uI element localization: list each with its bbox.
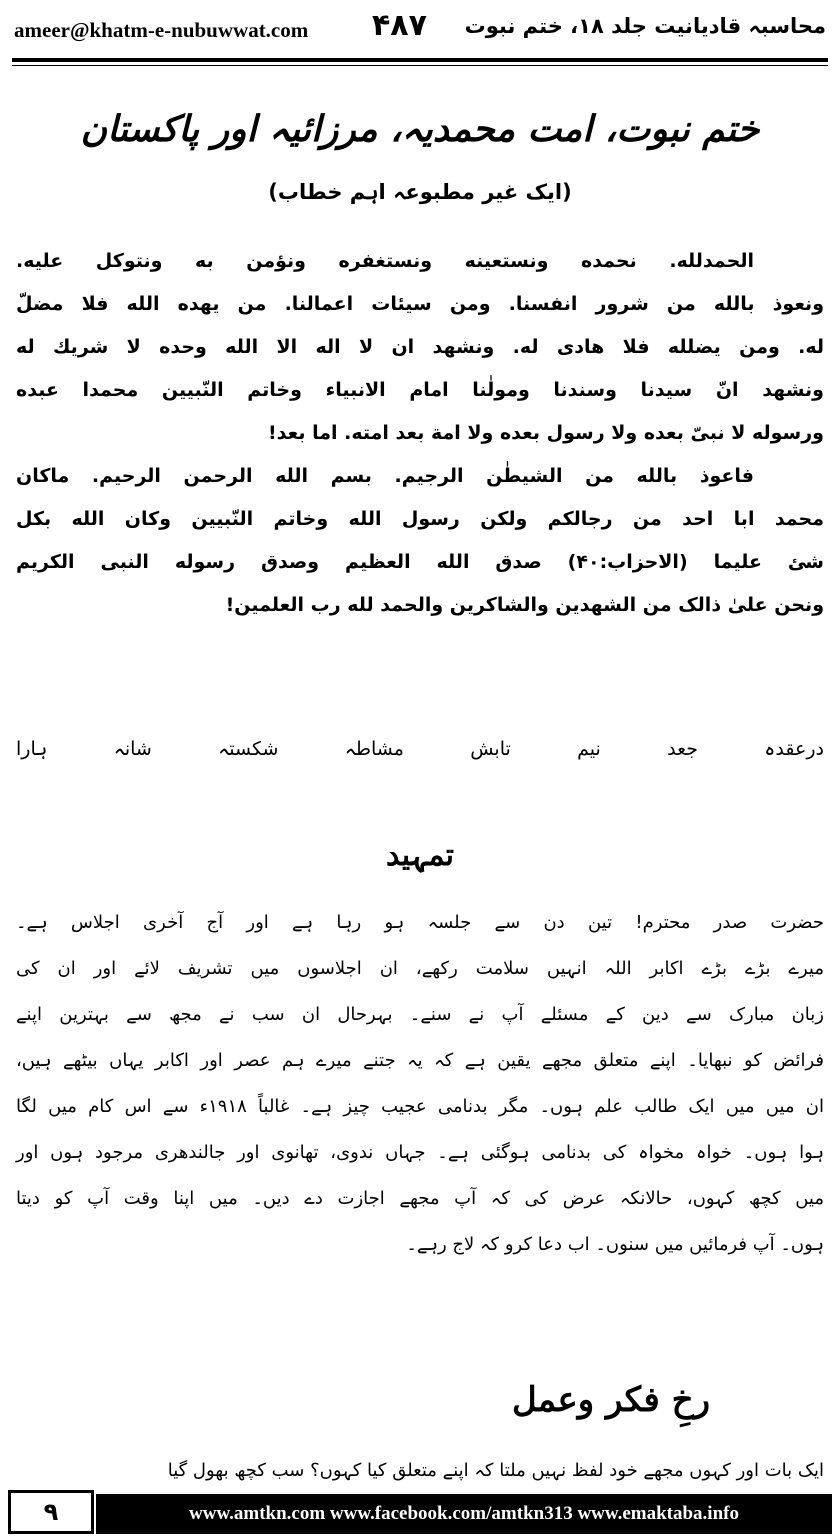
poetry-word: شانہ: [113, 738, 152, 760]
urdu-line: حضرت صدر محترم! تین دن سے جلسہ ہو رہا ہے اور آج آخری اجلاس ہے۔: [16, 912, 824, 933]
header-book-title: محاسبہ قادیانیت جلد ۱۸، ختم نبوت: [464, 14, 826, 38]
section-heading-introduction: تمہید: [385, 838, 455, 873]
urdu-line: زبان مبارک سے دین کے مسئلے آپ نے سنے۔ بہرحال ان سب نے مجھ سے بہترین اپنے: [16, 1004, 824, 1025]
page-title: ختم نبوت، امت محمدیہ، مرزائیہ اور پاکستان: [80, 108, 760, 150]
section-heading-thought-action: رخِ فکر وعمل: [512, 1380, 710, 1420]
arabic-line: فاعوذ بالله من الشيطٰن الرجيم. بسم الله الرحمن الرحيم. ماكان: [16, 465, 754, 487]
footer-page-number: ۹: [43, 1498, 59, 1526]
arabic-line: له. ومن يضلله فلا هادى له. ونشهد ان لا اله الا الله وحده لا شريك له: [16, 336, 824, 358]
page-header: [0, 0, 840, 64]
header-email: ameer@khatm-e-nubuwwat.com: [14, 18, 309, 42]
page-subtitle: (ایک غیر مطبوعہ اہم خطاب): [268, 180, 572, 204]
arabic-line: شئ عليما (الاحزاب:۴۰) صدق الله العظيم وصدق رسوله النبى الكريم: [16, 551, 824, 573]
arabic-line: ونشهد انّ سيدنا وسندنا ومولٰنا امام الانبياء وخاتم النّبيين محمدا عبده: [16, 379, 824, 401]
urdu-line: ہوا ہوں۔ خواہ مخواہ کی بدنامی ہوگئی ہے۔ جہاں ندوی، تھانوی اور جالندھری مرجود ہوں اور: [16, 1142, 824, 1163]
poetry-word: نیم: [577, 738, 601, 760]
arabic-line: ونعوذ بالله من شرور انفسنا. ومن سيئات اعمالنا. من يهده الله فلا مضلّ: [16, 293, 824, 315]
footer-page-box: [8, 1490, 94, 1534]
header-page-number: ۴۸۷: [372, 8, 427, 43]
poetry-word: جعد: [667, 738, 698, 760]
arabic-line: محمد ابا احد من رجالكم ولكن رسول الله وخاتم النّبيين وكان الله بكل: [16, 508, 824, 530]
poetry-word: تابش: [470, 738, 511, 760]
urdu-line: میرے بڑے بڑے اکابر اللہ انہیں سلامت رکھے، ان اجلاسوں میں تشریف لائے اور ان کی: [16, 958, 824, 979]
urdu-line: میں کچھ کہوں، حالانکہ عرض کی کہ آپ مجھے اجازت دے دیں۔ میں اپنا وقت آپ کو دیتا: [16, 1188, 824, 1209]
poetry-word: شکستہ: [218, 738, 279, 760]
header-rule-thick: [12, 58, 828, 62]
footer-links-bar: [96, 1494, 832, 1534]
urdu-line: ان میں میں ایک طالب علم ہوں۔ مگر بدنامی عجیب چیز ہے۔ غالباً ۱۹۱۸ء سے اس کام میں لگا: [16, 1096, 824, 1117]
urdu-line: ہوں۔ آپ فرمائیں میں سنوں۔ اب دعا کرو کہ لاج رہے۔: [406, 1234, 824, 1255]
urdu-line: فرائض کو نبھایا۔ اپنے متعلق مجھے یقین ہے کہ یہ جتنے میرے ہم عصر اور اکابر یہاں بیٹھے ہیں،: [16, 1050, 824, 1071]
poetry-word: ہارا: [16, 738, 48, 760]
poetry-line: [16, 738, 824, 778]
arabic-line: ورسوله لا نبىّ بعده ولا رسول بعده ولا امة بعد امته. اما بعد!: [268, 422, 824, 444]
urdu-paragraph-introduction: [16, 900, 824, 1268]
footer-links[interactable]: www.amtkn.com www.facebook.com/amtkn313 www.emaktaba.info: [189, 1503, 739, 1524]
arabic-sermon: [16, 240, 824, 627]
page-footer: [0, 1488, 840, 1540]
header-rule-thin: [12, 65, 828, 66]
arabic-line: الحمدلله. نحمده ونستعينه ونستغفره ونؤمن به ونتوكل عليه.: [16, 250, 754, 272]
arabic-line: ونحن علىٰ ذالک من الشهدين والشاكرين والحمد لله رب العلمين!: [225, 594, 824, 616]
poetry-word: مشاطہ: [344, 738, 404, 760]
urdu-line: ایک بات اور کہوں مجھے خود لفظ نہیں ملتا کہ اپنے متعلق کیا کہوں؟ سب کچھ بھول گیا: [167, 1460, 824, 1481]
poetry-word: درعقدہ: [764, 738, 824, 760]
